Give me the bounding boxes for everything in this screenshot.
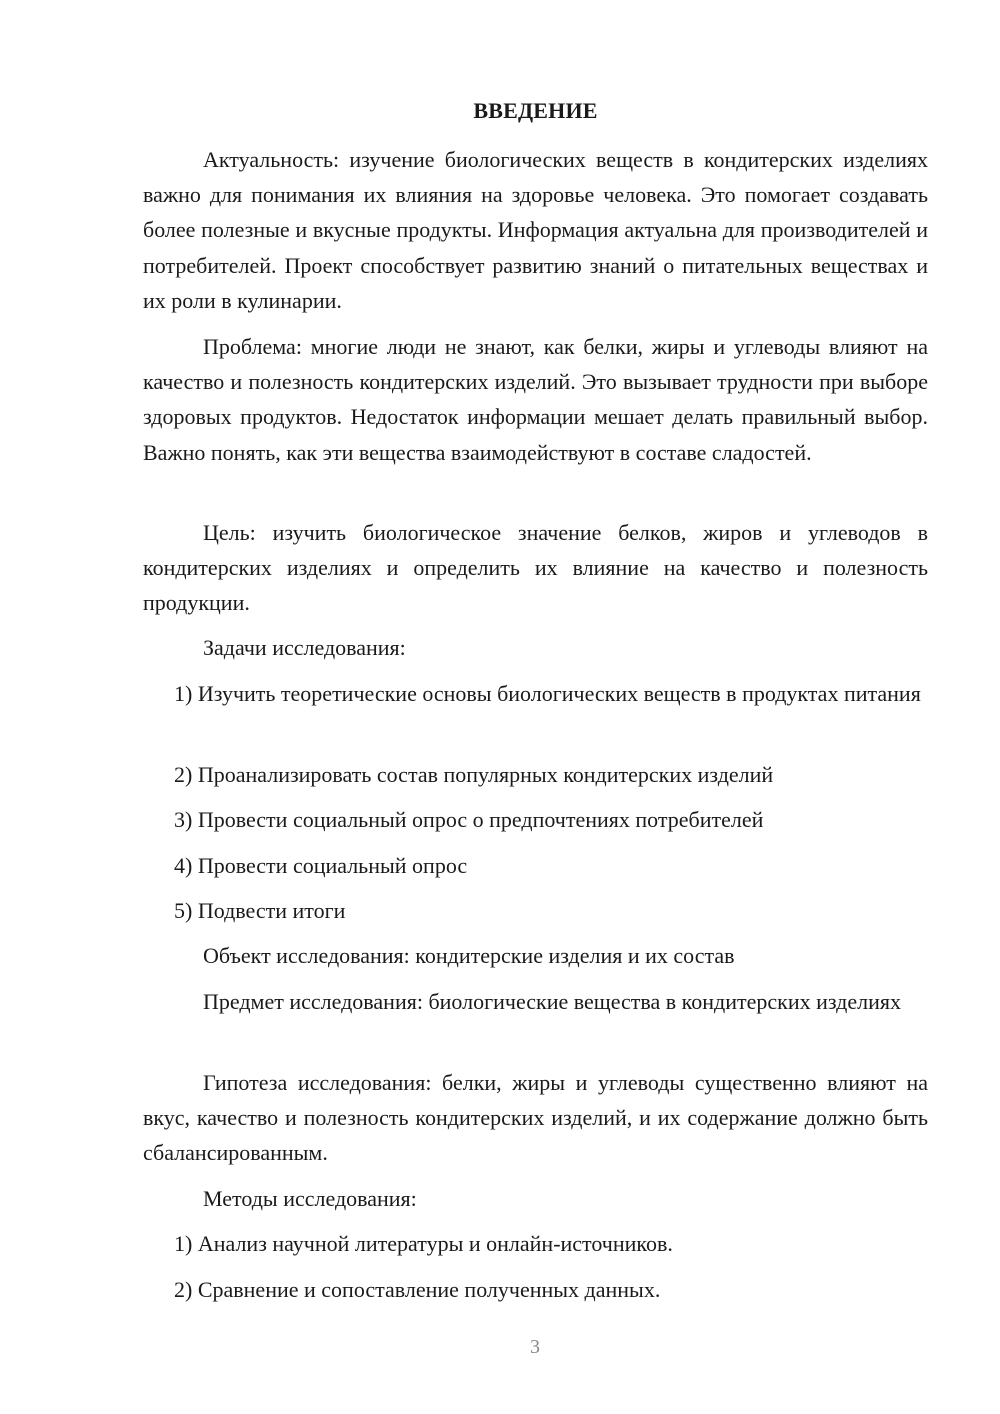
goal-paragraph: Цель: изучить биологическое значение белков, жиров и углеводов в кондитерских изделиях и определить их влияние на качество и полезность продукции.	[143, 520, 928, 616]
task-item: 3) Провести социальный опрос о предпочтениях потребителей	[174, 807, 764, 832]
subject-paragraph: Предмет исследования: биологические вещества в кондитерских изделиях	[203, 989, 901, 1014]
hypothesis-paragraph: Гипотеза исследования: белки, жиры и углеводы существенно влияют на вкус, качество и полезность кондитерских изделий, и их содержание должно быть сбалансированным.	[143, 1070, 928, 1166]
page-title: ВВЕДЕНИЕ	[473, 98, 598, 123]
methods-heading: Методы исследования:	[203, 1186, 417, 1211]
method-item: 2) Сравнение и сопоставление полученных данных.	[174, 1277, 661, 1302]
task-item: 1) Изучить теоретические основы биологических веществ в продуктах питания	[174, 681, 921, 706]
tasks-heading: Задачи исследования:	[203, 635, 406, 660]
task-item: 5) Подвести итоги	[174, 898, 346, 923]
task-item: 4) Провести социальный опрос	[174, 853, 468, 878]
task-item: 2) Проанализировать состав популярных кондитерских изделий	[174, 762, 774, 787]
method-item: 1) Анализ научной литературы и онлайн-источников.	[174, 1231, 673, 1256]
relevance-paragraph: Актуальность: изучение биологических веществ в кондитерских изделиях важно для понимания их влияния на здоровье человека. Это помогает создавать более полезные и вкусные продукты. Информация актуальна для производителей и потребителей. Проект способствует развитию знаний о питательных веществах и их роли в кулинарии.	[143, 147, 928, 313]
problem-paragraph: Проблема: многие люди не знают, как белки, жиры и углеводы влияют на качество и полезность кондитерских изделий. Это вызывает трудности при выборе здоровых продуктов. Недостаток информации мешает делать правильный выбор. Важно понять, как эти вещества взаимодействуют в составе сладостей.	[143, 334, 928, 465]
object-paragraph: Объект исследования: кондитерские изделия и их состав	[203, 943, 735, 968]
page-number: 3	[530, 1336, 540, 1358]
